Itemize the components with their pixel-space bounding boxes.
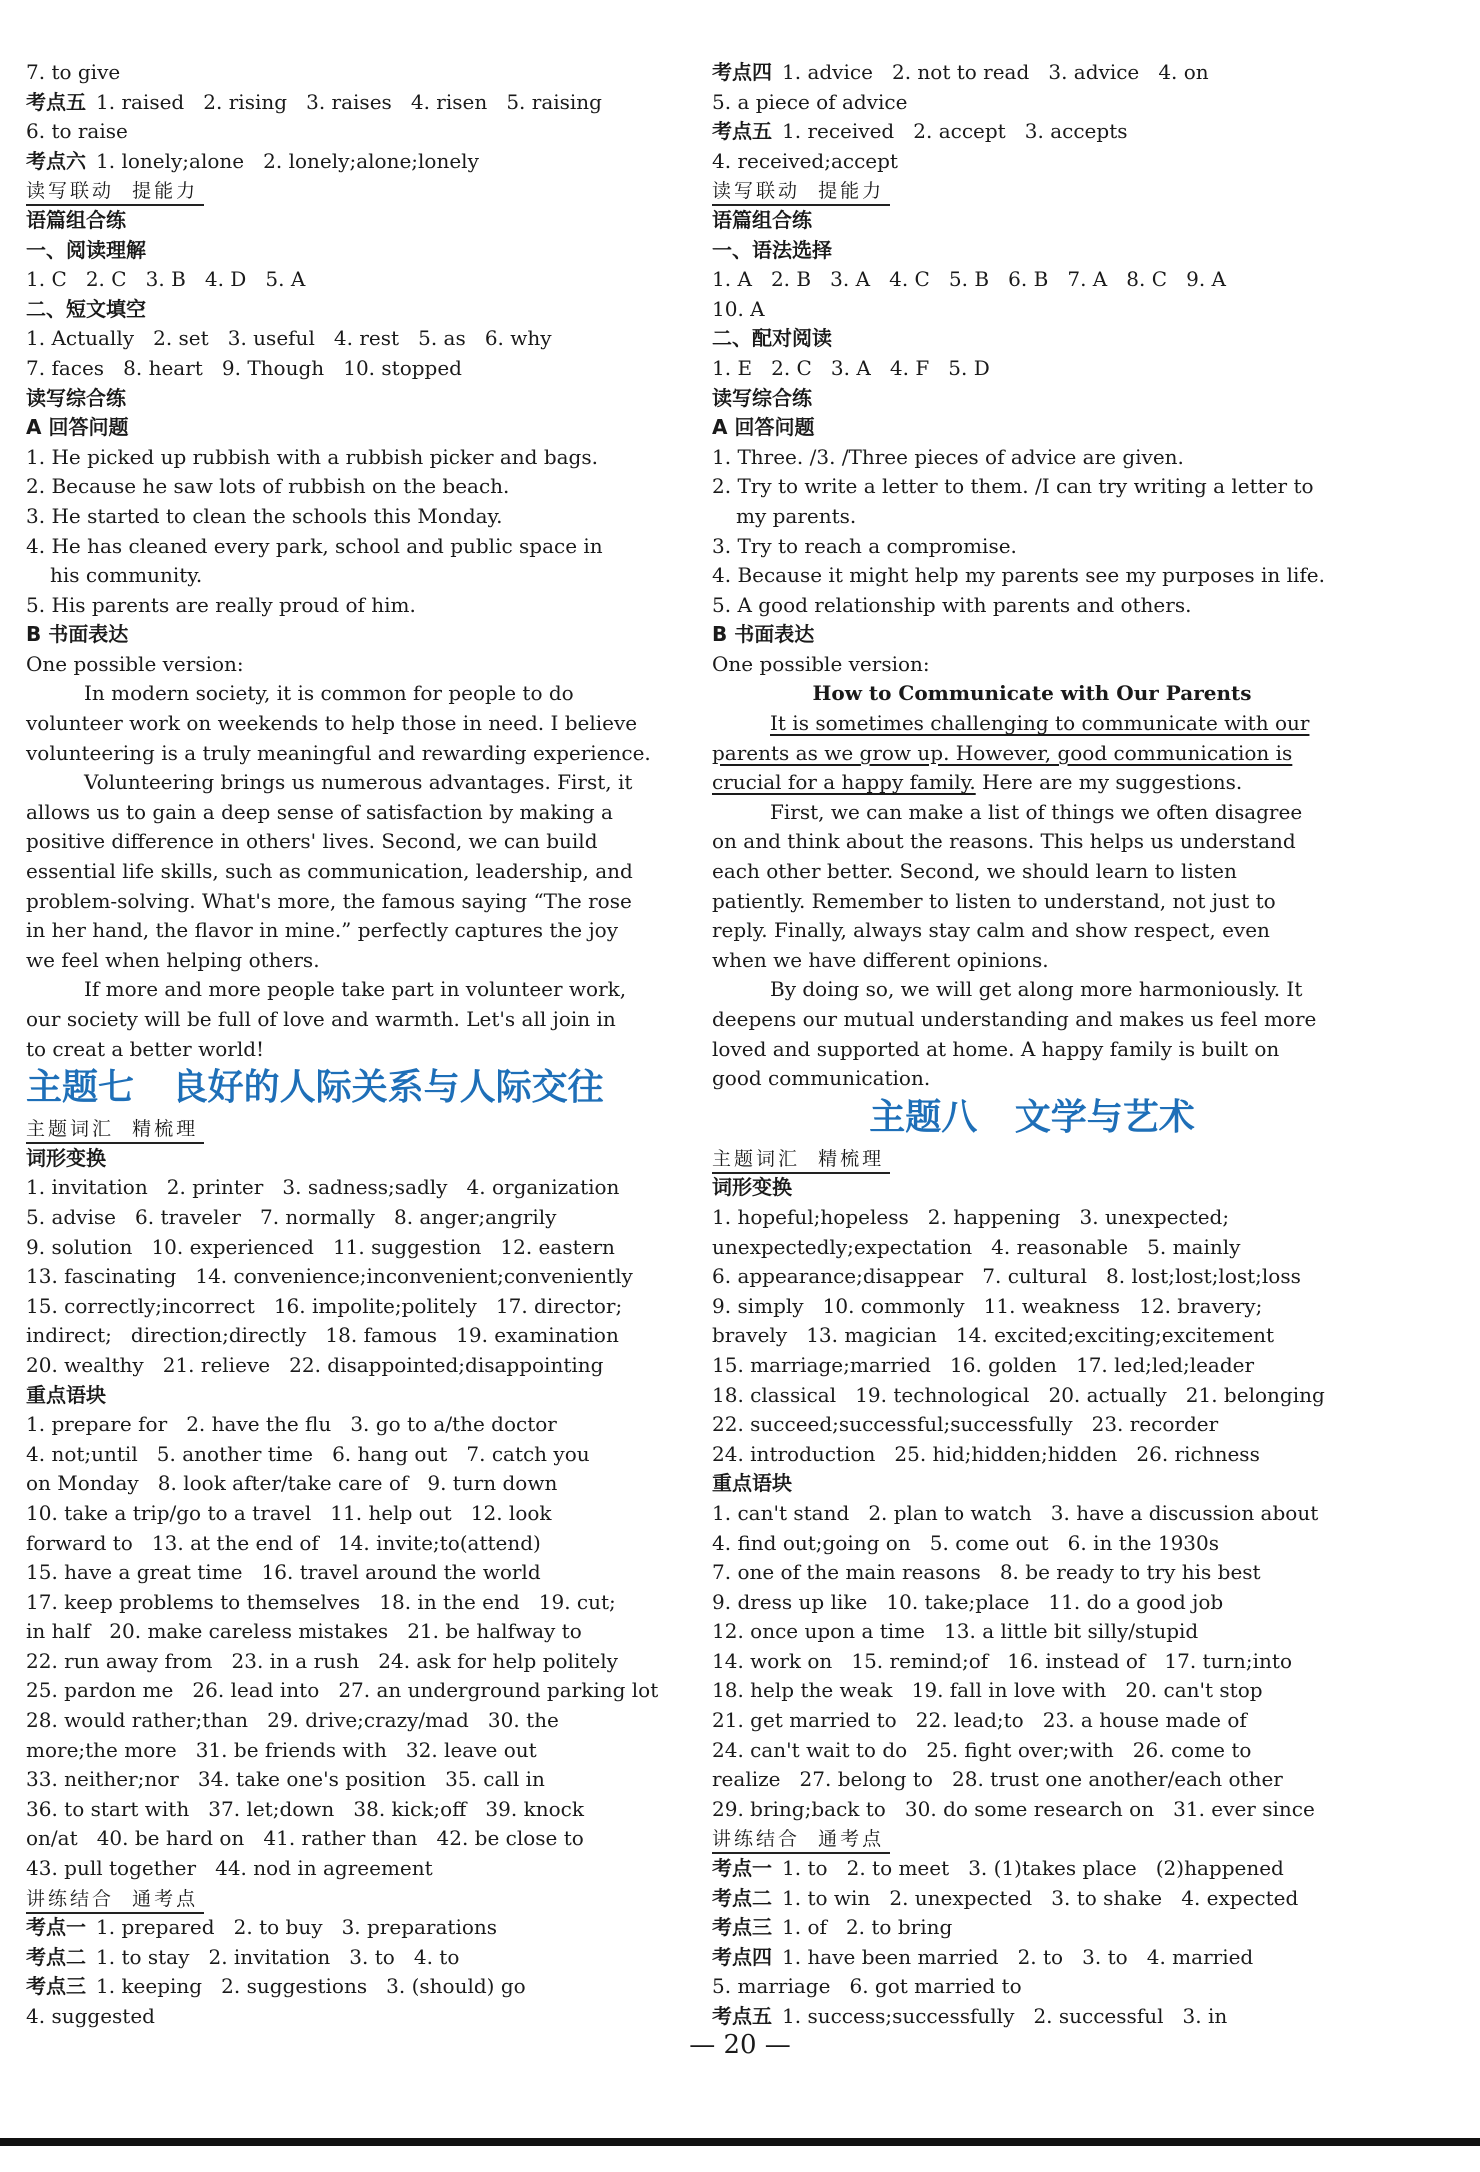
section-title: 主题八 文学与艺术 [869,1096,1195,1138]
underlined-line: It is sometimes challenging to communicate with our [770,711,1310,736]
subsection-heading [712,176,1352,206]
answer-line: allows us to gain a deep sense of satisfaction by making a [26,799,613,824]
category-heading: 语篇组合练 [26,207,126,232]
exam-point-label: 考点二 [712,1885,772,1910]
answer-line: 5. a piece of advice [712,89,908,114]
paragraph-line: First, we can make a list of things we often disagree [770,799,1303,824]
answer-line: 15. marriage;married 16. golden 17. led;led;leader [712,1352,1255,1377]
answer-line: 6. appearance;disappear 7. cultural 8. lost;lost;lost;loss [712,1264,1301,1289]
answer-text: 1. to stay 2. invitation 3. to 4. to [96,1944,460,1969]
exam-point-label: 考点四 [712,1944,772,1969]
answer-line: each other better. Second, we should learn to listen [712,859,1237,884]
answer-line: 9. solution 10. experienced 11. suggestion 12. eastern [26,1234,615,1259]
answer-line: 1. He picked up rubbish with a rubbish picker and bags. [26,444,598,469]
answer-line: unexpectedly;expectation 4. reasonable 5. mainly [712,1234,1241,1259]
answer-text: 1. raised 2. rising 3. raises 4. risen 5. raising [96,89,602,114]
underlined-text: crucial for a happy family. [712,770,976,795]
exam-point-label: 考点五 [26,89,86,114]
exam-point-label: 考点一 [26,1915,86,1940]
answer-line: on Monday 8. look after/take care of 9. turn down [26,1471,558,1496]
category-heading: A 回答问题 [26,415,129,440]
answer-line: 21. get married to 22. lead;to 23. a house made of [712,1708,1247,1733]
answer-text: 1. prepared 2. to buy 3. preparations [96,1915,498,1940]
answer-line: 2. Because he saw lots of rubbish on the beach. [26,474,510,499]
answer-line: 13. fascinating 14. convenience;inconvenient;conveniently [26,1264,633,1289]
answer-line: 5. marriage 6. got married to [712,1974,1022,1999]
answer-line: realize 27. belong to 28. trust one another/each other [712,1767,1283,1792]
answer-line: One possible version: [712,651,930,676]
section-title: 主题七 良好的人际关系与人际交往 [26,1067,604,1109]
answer-line: 5. A good relationship with parents and others. [712,592,1192,617]
answer-line: 25. pardon me 26. lead into 27. an underground parking lot [26,1678,659,1703]
answer-line: more;the more 31. be friends with 32. leave out [26,1737,537,1762]
answer-line: 1. can't stand 2. plan to watch 3. have a discussion about [712,1500,1319,1525]
left-column [26,58,666,2032]
category-heading: B 书面表达 [26,622,129,647]
answer-line: 9. simply 10. commonly 11. weakness 12. bravery; [712,1293,1263,1318]
answer-line: our society will be full of love and warmth. Let's all join in [26,1007,616,1031]
subsection-heading [26,1114,666,1144]
answer-line: in half 20. make careless mistakes 21. be halfway to [26,1619,582,1644]
subsection-label: 主题词汇 精梳理 [712,1147,890,1174]
exam-point-line [712,1913,1352,1943]
answer-line: 22. run away from 23. in a rush 24. ask for help politely [26,1648,618,1673]
answer-line: indirect; direction;directly 18. famous 19. examination [26,1323,619,1348]
paragraph-line: If more and more people take part in volunteer work, [84,977,627,1002]
category-heading: 一、阅读理解 [26,237,146,262]
answer-line: forward to 13. at the end of 14. invite;to(attend) [26,1530,541,1555]
answer-text: 1. received 2. accept 3. accepts [782,119,1128,144]
answer-text: 1. keeping 2. suggestions 3. (should) go [96,1974,526,1999]
answer-line: 22. succeed;successful;successfully 23. recorder [712,1412,1219,1437]
exam-point-label: 考点三 [712,1915,772,1940]
answer-line: 4. not;until 5. another time 6. hang out 7. catch you [26,1441,590,1466]
answer-line: 28. would rather;than 29. drive;crazy/mad 30. the [26,1708,559,1733]
category-heading: 读写综合练 [712,385,812,410]
page-number: — 20 — [689,2030,791,2060]
exam-point-label: 考点五 [712,2004,772,2028]
answer-line: 29. bring;back to 30. do some research on 31. ever since [712,1796,1315,1821]
answer-line: good communication. [712,1066,931,1091]
answer-line: 3. Try to reach a compromise. [712,533,1017,558]
answer-line: 1. prepare for 2. have the flu 3. go to a/the doctor [26,1412,557,1437]
answer-line: on/at 40. be hard on 41. rather than 42. be close to [26,1826,584,1851]
paragraph-line: In modern society, it is common for people to do [84,681,574,706]
answer-line: when we have different opinions. [712,947,1049,972]
category-heading: 词形变换 [712,1175,792,1200]
exam-point-line [26,1913,666,1943]
exam-point-line [26,1972,666,2002]
answer-line: 3. He started to clean the schools this Monday. [26,503,503,528]
answer-line: 15. have a great time 16. travel around the world [26,1560,541,1585]
answer-line: 4. Because it might help my parents see my purposes in life. [712,563,1325,588]
answer-line: problem-solving. What's more, the famous saying “The rose [26,888,632,913]
category-heading: 一、语法选择 [712,237,832,262]
answer-line: 1. Three. /3. /Three pieces of advice are given. [712,444,1184,469]
exam-point-label: 考点四 [712,60,772,84]
exam-point-line [712,1943,1352,1973]
answer-line: we feel when helping others. [26,947,320,972]
answer-line: 18. help the weak 19. fall in love with 20. can't stop [712,1678,1263,1703]
answer-line: 24. can't wait to do 25. fight over;with 26. come to [712,1737,1252,1762]
answer-line: 20. wealthy 21. relieve 22. disappointed;disappointing [26,1352,604,1377]
answer-text: 1. lonely;alone 2. lonely;alone;lonely [96,148,479,173]
answer-line: 5. His parents are really proud of him. [26,592,416,617]
answer-line: 10. A [712,296,765,321]
answer-line: 7. one of the main reasons 8. be ready to try his best [712,1560,1261,1585]
exam-point-label: 考点六 [26,148,86,173]
answer-line: 4. find out;going on 5. come out 6. in the 1930s [712,1530,1220,1555]
answer-line: 4. received;accept [712,148,898,173]
exam-point-line [26,88,666,118]
answer-line: 1. A 2. B 3. A 4. C 5. B 6. B 7. A 8. C 9. A [712,267,1227,292]
answer-line: reply. Finally, always stay calm and show respect, even [712,918,1270,943]
answer-line: 2. Try to write a letter to them. /I can try writing a letter to [712,474,1314,499]
subsection-label: 主题词汇 精梳理 [26,1117,204,1144]
exam-point-line [712,58,1352,88]
underlined-text: parents as we grow up. However, good communication is [712,740,1293,765]
subsection-heading [712,1824,1352,1854]
answer-line: deepens our mutual understanding and makes us feel more [712,1007,1317,1031]
answer-text: 1. to win 2. unexpected 3. to shake 4. expected [782,1885,1299,1910]
answer-line: 36. to start with 37. let;down 38. kick;off 39. knock [26,1796,584,1821]
paragraph-line: By doing so, we will get along more harmoniously. It [770,977,1303,1002]
category-heading: 重点语块 [26,1382,106,1407]
category-heading: 二、短文填空 [26,296,146,321]
answer-text: 1. advice 2. not to read 3. advice 4. on [782,60,1209,84]
answer-line: in her hand, the flavor in mine.” perfectly captures the joy [26,918,619,943]
category-heading: 读写综合练 [26,385,126,410]
subsection-label: 讲练结合 通考点 [26,1887,204,1914]
answer-line: patiently. Remember to listen to understand, not just to [712,888,1276,913]
answer-line: my parents. [736,503,857,528]
exam-point-label: 考点二 [26,1944,86,1969]
category-heading: 二、配对阅读 [712,326,832,351]
answer-line: volunteer work on weekends to help those in need. I believe [26,711,638,736]
answer-line: 1. Actually 2. set 3. useful 4. rest 5. as 6. why [26,326,552,351]
category-heading: 词形变换 [26,1145,106,1170]
answer-line: volunteering is a truly meaningful and rewarding experience. [26,740,651,765]
underlined-line [712,768,1352,798]
answer-line: 6. to raise [26,119,128,144]
exam-point-line [712,1884,1352,1914]
exam-point-line [26,1943,666,1973]
category-heading: 语篇组合练 [712,207,812,232]
answer-text: 1. of 2. to bring [782,1915,953,1940]
category-heading: A 回答问题 [712,415,815,440]
answer-line: on and think about the reasons. This helps us understand [712,829,1296,854]
answer-line: 4. suggested [26,2004,155,2028]
answer-line: 33. neither;nor 34. take one's position 35. call in [26,1767,545,1792]
answer-line: 10. take a trip/go to a travel 11. help out 12. look [26,1500,552,1525]
subsection-heading [26,176,666,206]
answer-line: 7. to give [26,60,121,84]
subsection-heading [712,1144,1352,1174]
exam-point-line [26,147,666,177]
bottom-rule [0,2138,1480,2146]
subsection-label: 读写联动 提能力 [712,179,890,206]
exam-point-label: 考点一 [712,1856,772,1881]
answer-line: 14. work on 15. remind;of 16. instead of 17. turn;into [712,1648,1293,1673]
answer-line: 4. He has cleaned every park, school and public space in [26,533,603,558]
exam-point-line [712,2002,1352,2032]
subsection-heading [26,1884,666,1914]
answer-line: 12. once upon a time 13. a little bit silly/stupid [712,1619,1199,1644]
answer-line: positive difference in others' lives. Second, we can build [26,829,598,854]
answer-line: 9. dress up like 10. take;place 11. do a good job [712,1589,1224,1614]
answer-line: 18. classical 19. technological 20. actually 21. belonging [712,1382,1325,1407]
answer-line: One possible version: [26,651,244,676]
answer-line: to creat a better world! [26,1036,265,1061]
answer-line: bravely 13. magician 14. excited;exciting;excitement [712,1323,1275,1348]
answer-line: 5. advise 6. traveler 7. normally 8. anger;angrily [26,1204,557,1229]
exam-point-line [712,1854,1352,1884]
subsection-label: 读写联动 提能力 [26,179,204,206]
answer-text: 1. success;successfully 2. successful 3. in [782,2004,1228,2028]
answer-line: 17. keep problems to themselves 18. in the end 19. cut; [26,1589,616,1614]
category-heading: B 书面表达 [712,622,815,647]
answer-line: 1. C 2. C 3. B 4. D 5. A [26,267,306,292]
subsection-label: 讲练结合 通考点 [712,1827,890,1854]
exam-point-line [712,117,1352,147]
category-heading: 重点语块 [712,1471,792,1496]
answer-line: 1. invitation 2. printer 3. sadness;sadly 4. organization [26,1175,620,1200]
exam-point-label: 考点三 [26,1974,86,1999]
underlined-line [712,739,1352,769]
answer-line: 15. correctly;incorrect 16. impolite;politely 17. director; [26,1293,623,1318]
right-column [712,58,1352,2032]
line-text: Here are my suggestions. [975,770,1243,795]
answer-text: 1. to 2. to meet 3. (1)takes place (2)happened [782,1856,1284,1881]
answer-line: 43. pull together 44. nod in agreement [26,1856,433,1881]
answer-line: his community. [50,563,203,588]
answer-line: loved and supported at home. A happy family is built on [712,1036,1280,1061]
essay-title: How to Communicate with Our Parents [812,681,1252,706]
answer-line: 24. introduction 25. hid;hidden;hidden 26. richness [712,1441,1260,1466]
answer-text: 1. have been married 2. to 3. to 4. married [782,1944,1254,1969]
answer-line: 7. faces 8. heart 9. Though 10. stopped [26,355,462,380]
answer-line: 1. E 2. C 3. A 4. F 5. D [712,355,990,380]
answer-line: essential life skills, such as communication, leadership, and [26,859,633,884]
answer-line: 1. hopeful;hopeless 2. happening 3. unexpected; [712,1204,1230,1229]
exam-point-label: 考点五 [712,119,772,144]
paragraph-line: Volunteering brings us numerous advantages. First, it [84,770,633,795]
